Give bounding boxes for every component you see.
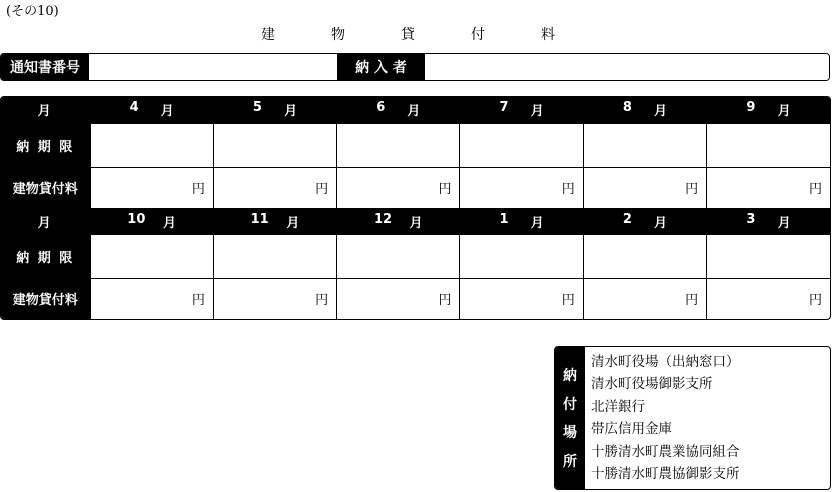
payment-place-item: 帯広信用金庫 [591, 421, 672, 438]
rental-fee-label: 建物貸付料 [1, 278, 90, 319]
month-header-cell [707, 208, 830, 234]
due-date-cell[interactable] [583, 234, 706, 278]
rental-fee-cell[interactable] [583, 167, 706, 208]
month-header-cell [707, 97, 830, 123]
month-unit: 月 [777, 215, 791, 231]
payment-place-item: 十勝清水町農業協同組合 [591, 443, 740, 460]
payment-places-label-char: 納 [563, 368, 577, 385]
rental-fee-cell[interactable] [213, 167, 336, 208]
due-date-label: 納 期 限 [1, 234, 90, 278]
payment-places-label-char: 付 [563, 396, 577, 413]
month-number: 11 [250, 211, 269, 227]
payment-place-item: 十勝清水町農協御影支所 [591, 466, 740, 483]
payer-field[interactable] [425, 54, 829, 80]
month-number: 2 [622, 211, 632, 227]
month-header-cell [583, 208, 706, 234]
month-row-label: 月 [1, 97, 90, 123]
payment-places-box [554, 346, 831, 490]
month-header-cell [583, 97, 706, 123]
due-date-row [1, 123, 830, 167]
month-header-cell [460, 208, 583, 234]
rental-fee-cell[interactable] [583, 278, 706, 319]
header-row [0, 53, 830, 81]
yen-unit: 円 [191, 182, 205, 197]
due-date-cell[interactable] [213, 234, 336, 278]
month-header-row [1, 208, 830, 234]
month-number: 10 [127, 211, 146, 227]
month-unit: 月 [530, 104, 544, 120]
yen-unit: 円 [808, 182, 822, 197]
month-header-cell [90, 208, 213, 234]
due-date-cell[interactable] [707, 234, 830, 278]
month-unit: 月 [286, 215, 300, 231]
page-number: (その10) [6, 4, 59, 19]
notice-number-label: 通知書番号 [1, 54, 89, 80]
rental-fee-row [1, 167, 830, 208]
payment-place-item: 北洋銀行 [591, 398, 645, 415]
month-header-cell [90, 97, 213, 123]
month-unit: 月 [160, 104, 174, 120]
yen-unit: 円 [438, 182, 452, 197]
month-number: 12 [373, 211, 393, 227]
due-date-cell[interactable] [90, 123, 213, 167]
month-header-cell [213, 208, 336, 234]
month-unit: 月 [777, 104, 791, 120]
month-unit: 月 [409, 215, 423, 231]
due-date-row [1, 234, 830, 278]
month-number: 1 [499, 211, 509, 227]
rental-fee-cell[interactable] [460, 278, 583, 319]
month-header-cell [337, 208, 460, 234]
due-date-cell[interactable] [90, 234, 213, 278]
yen-unit: 円 [191, 293, 205, 309]
rental-fee-cell[interactable] [707, 167, 830, 208]
yen-unit: 円 [438, 293, 452, 309]
month-number: 8 [622, 100, 632, 116]
rental-fee-cell[interactable] [90, 167, 213, 208]
month-number: 9 [746, 100, 756, 116]
due-date-cell[interactable] [337, 123, 460, 167]
due-date-cell[interactable] [707, 123, 830, 167]
yen-unit: 円 [685, 293, 699, 309]
yen-unit: 円 [808, 293, 822, 309]
rental-fee-cell[interactable] [90, 278, 213, 319]
rental-fee-cell[interactable] [337, 167, 460, 208]
yen-unit: 円 [685, 182, 699, 197]
month-unit: 月 [654, 104, 668, 120]
month-number: 3 [746, 211, 756, 227]
month-unit: 月 [407, 104, 421, 120]
month-header-cell [213, 97, 336, 123]
rental-fee-cell[interactable] [707, 278, 830, 319]
month-unit: 月 [284, 104, 298, 120]
month-header-cell [337, 97, 460, 123]
document-title: 建物貸付料 [261, 27, 611, 43]
month-unit: 月 [654, 215, 668, 231]
rental-fee-cell[interactable] [213, 278, 336, 319]
rental-fee-row [1, 278, 830, 319]
payment-place-item: 清水町役場御影支所 [591, 376, 713, 393]
month-header-cell [460, 97, 583, 123]
yen-unit: 円 [561, 182, 575, 197]
payment-place-item: 清水町役場（出納窓口） [591, 354, 740, 370]
payment-places-label [555, 347, 585, 489]
due-date-cell[interactable] [583, 123, 706, 167]
month-unit: 月 [163, 215, 177, 231]
month-number: 5 [252, 100, 262, 116]
due-date-cell[interactable] [213, 123, 336, 167]
payment-places-list [585, 347, 740, 489]
payment-places-label-char: 所 [563, 453, 577, 470]
due-date-cell[interactable] [460, 234, 583, 278]
due-date-cell[interactable] [460, 123, 583, 167]
yen-unit: 円 [315, 182, 329, 197]
yen-unit: 円 [561, 293, 575, 309]
notice-number-field[interactable] [89, 54, 337, 80]
due-date-cell[interactable] [337, 234, 460, 278]
yen-unit: 円 [315, 293, 329, 309]
payer-label: 納 入 者 [337, 54, 425, 80]
month-row-label: 月 [1, 208, 90, 234]
month-number: 7 [499, 100, 509, 116]
rental-fee-cell[interactable] [460, 167, 583, 208]
month-number: 4 [129, 100, 139, 116]
rental-fee-label: 建物貸付料 [1, 167, 90, 208]
payment-places-label-char: 場 [563, 425, 577, 442]
month-header-row [1, 97, 830, 123]
rental-fee-cell[interactable] [337, 278, 460, 319]
month-unit: 月 [530, 215, 544, 231]
monthly-fee-table [0, 96, 831, 320]
due-date-label: 納 期 限 [1, 123, 90, 167]
month-number: 6 [376, 100, 386, 116]
